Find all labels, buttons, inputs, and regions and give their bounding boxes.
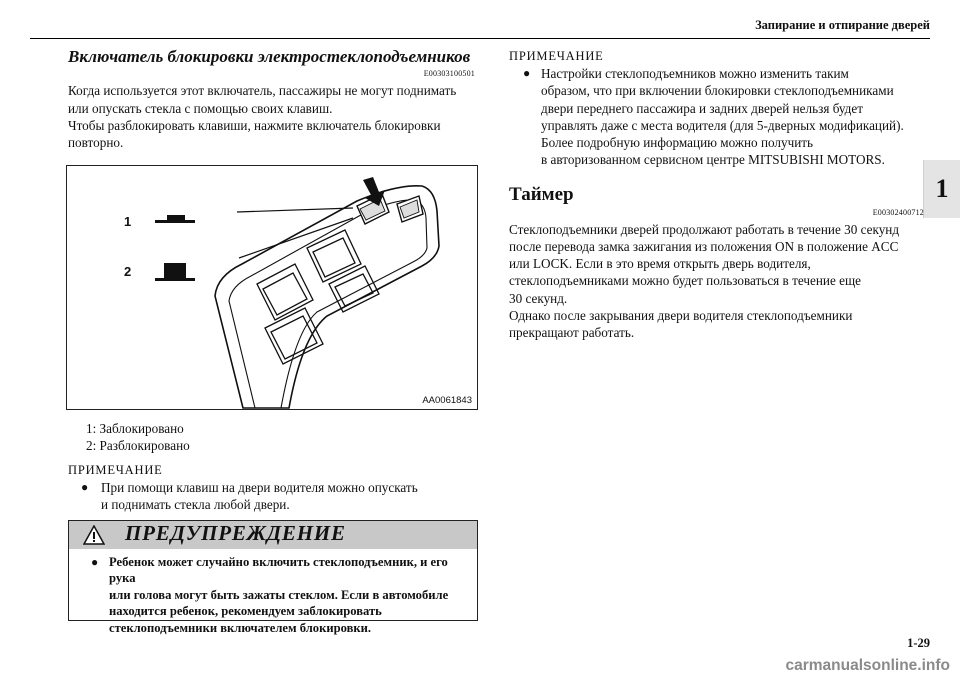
- left-column: [68, 48, 475, 151]
- note-heading: ПРИМЕЧАНИЕ: [68, 463, 163, 477]
- warning-triangle-icon: [83, 525, 105, 545]
- warning-box: [68, 520, 478, 635]
- page-number: 1-29: [907, 636, 930, 650]
- callout-2-label: 2: [124, 264, 132, 279]
- legend-item-unlocked: 2: Разблокировано: [86, 438, 190, 454]
- unlocked-position-key: [164, 263, 186, 279]
- bullet-dot-icon: ●: [81, 480, 89, 495]
- note-line: Более подробную информацию можно получить: [541, 135, 814, 151]
- warning-title: ПРЕДУПРЕЖДЕНИЕ: [125, 521, 346, 545]
- lock-switch-paragraph: [68, 82, 475, 151]
- note-heading: ПРИМЕЧАНИЕ: [509, 49, 604, 63]
- para-line: или опускать стекла с помощью своих клавиш.: [68, 100, 333, 116]
- warning-line: или голова могут быть зажаты стеклом. Если в автомобиле: [109, 587, 449, 602]
- section-title-lock-switch: Включатель блокировки электростеклоподъемников: [68, 47, 471, 66]
- para-line: 30 секунд.: [509, 290, 568, 306]
- window-switch-figure: [66, 165, 478, 410]
- para-line: повторно.: [68, 135, 124, 151]
- watermark: carmanualsonline.info: [785, 657, 950, 674]
- warning-bullet: [79, 554, 471, 636]
- callout-1-label: 1: [124, 214, 132, 229]
- bullet-dot-icon: ●: [91, 555, 99, 569]
- para-line: Чтобы разблокировать клавиши, нажмите включатель блокировки: [68, 117, 441, 133]
- note-line: Настройки стеклоподъемников можно изменить таким: [541, 66, 849, 82]
- para-line: прекращают работать.: [509, 325, 635, 341]
- note-line: управлять даже с места водителя (для 5-дверных модификаций).: [541, 117, 904, 133]
- para-line: Стеклоподъемники дверей продолжают работать в течение 30 секунд: [509, 221, 900, 237]
- left-note: [68, 462, 475, 514]
- timer-code: E00302400712: [872, 207, 924, 217]
- warning-line: находится ребенок, рекомендуем заблокировать: [109, 604, 382, 619]
- running-header-title: Запирание и отпирание дверей: [755, 18, 930, 32]
- chapter-tab: [923, 160, 960, 218]
- figure-code: AA0061843: [422, 395, 472, 406]
- window-switch-illustration: [67, 166, 477, 409]
- note-bullet: [68, 479, 475, 513]
- section-title-timer: [509, 184, 924, 206]
- locked-position-key: [167, 215, 185, 221]
- para-line: Однако после закрывания двери водителя стеклоподъемники: [509, 307, 853, 323]
- warning-line: Ребенок может случайно включить стеклоподъемник, и его рука: [109, 555, 448, 586]
- note-line: При помощи клавиш на двери водителя можно опускать: [101, 480, 418, 496]
- timer-title-text: Таймер: [509, 184, 574, 206]
- right-note-bullet: [509, 65, 924, 168]
- warning-line: стеклоподъемники включателем блокировки.: [109, 620, 372, 635]
- section-code: E00303100501: [423, 69, 475, 79]
- para-line: Когда используется этот включатель, пассажиры не могут поднимать: [68, 83, 457, 99]
- legend-item-locked: 1: Заблокировано: [86, 421, 184, 436]
- para-line: или LOCK. Если в это время открыть дверь водителя,: [509, 256, 811, 272]
- bullet-dot-icon: ●: [523, 66, 531, 81]
- right-column: [509, 48, 924, 341]
- chapter-tab-number: 1: [935, 174, 949, 203]
- timer-paragraph: [509, 221, 924, 341]
- para-line: стеклоподъемниками можно будет пользоваться в течение еще: [509, 273, 861, 289]
- note-line: образом, что при включении блокировки стеклоподъемниками: [541, 83, 894, 99]
- header-rule: [30, 38, 930, 39]
- note-line: и поднимать стекла любой двери.: [101, 497, 290, 513]
- para-line: после перевода замка зажигания из положения ON в положение ACC: [509, 239, 899, 255]
- figure-legend: [68, 420, 475, 454]
- note-line: в авторизованном сервисном центре MITSUBISHI MOTORS.: [541, 152, 885, 168]
- warning-text: [79, 554, 471, 636]
- warning-title-bar: [69, 521, 477, 549]
- note-line: двери переднего пассажира и задних дверей нельзя будет: [541, 100, 863, 116]
